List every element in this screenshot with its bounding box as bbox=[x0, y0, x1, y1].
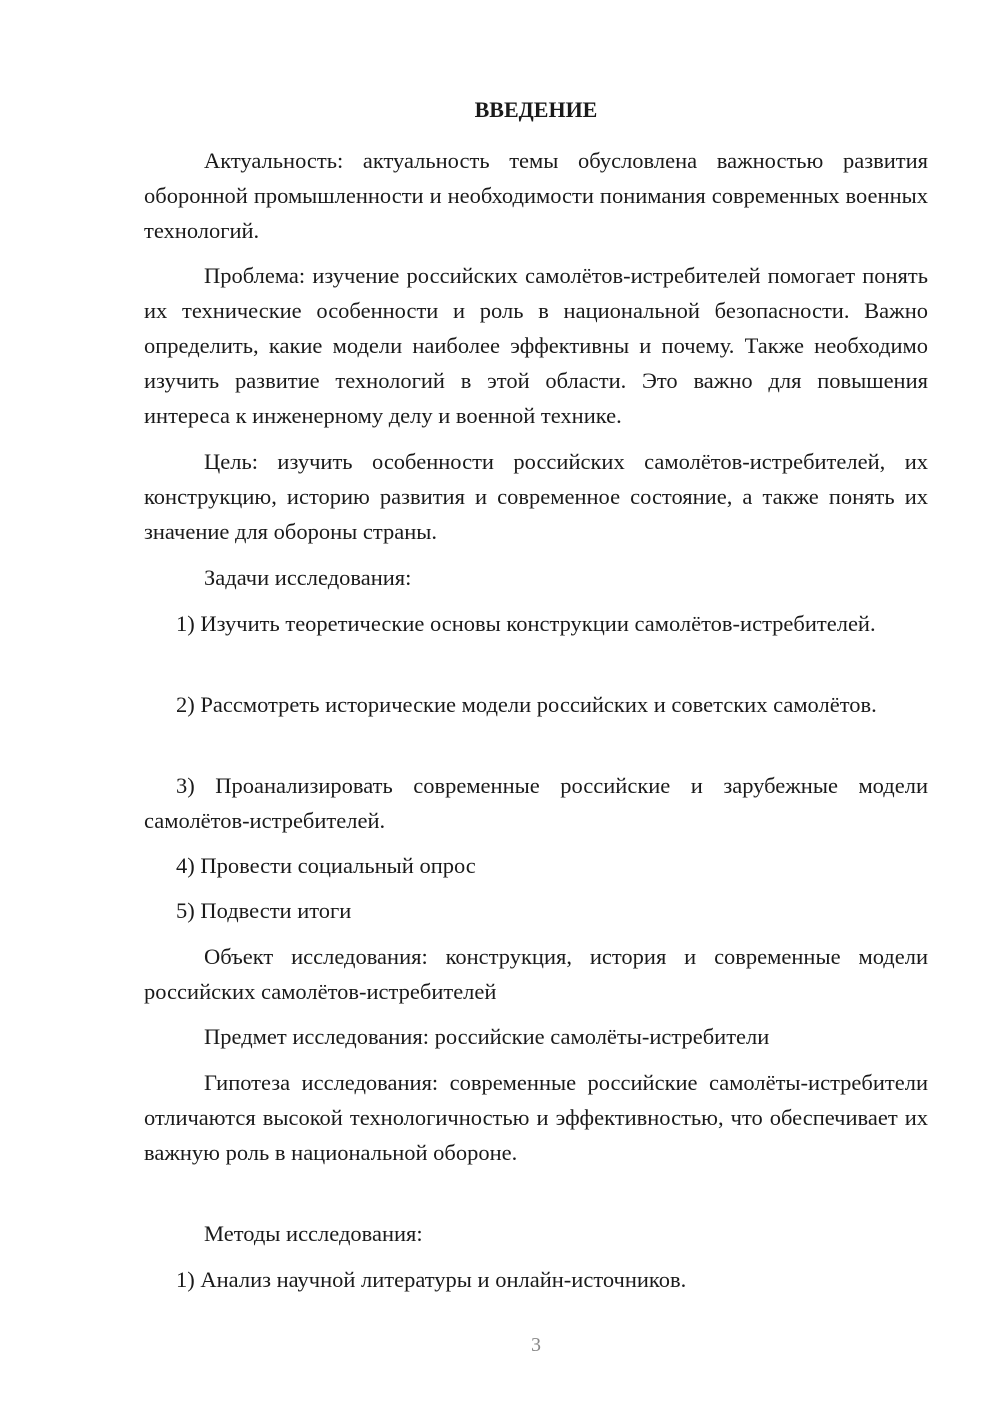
task-item: 4) Провести социальный опрос bbox=[176, 853, 476, 878]
task-item: 5) Подвести итоги bbox=[176, 898, 352, 923]
task-item: 2) Рассмотреть исторические модели российских и советских самолётов. bbox=[176, 692, 877, 717]
section-title: ВВЕДЕНИЕ bbox=[474, 97, 598, 122]
methods-heading: Методы исследования: bbox=[204, 1221, 423, 1246]
hypothesis-paragraph: Гипотеза исследования: современные российские самолёты-истребители отличаются высокой технологичностью и эффективностью, что обеспечивает их важную роль в национальной обороне. bbox=[144, 1070, 928, 1165]
object-paragraph: Объект исследования: конструкция, история и современные модели российских самолётов-истребителей bbox=[144, 944, 928, 1004]
goal-paragraph: Цель: изучить особенности российских самолётов-истребителей, их конструкцию, историю развития и современное состояние, а также понять их значение для обороны страны. bbox=[144, 449, 928, 544]
task-item: 1) Изучить теоретические основы конструкции самолётов-истребителей. bbox=[176, 611, 876, 636]
task-item: 3) Проанализировать современные российские и зарубежные модели самолётов-истребителей. bbox=[144, 773, 928, 833]
problem-paragraph: Проблема: изучение российских самолётов-истребителей помогает понять их технические особенности и роль в национальной безопасности. Важно определить, какие модели наиболее эффективны и почему. Также необходимо изучить развитие технологий в этой области. Это важно для повышения интереса к инженерному делу и военной технике. bbox=[144, 263, 928, 428]
subject-paragraph: Предмет исследования: российские самолёты-истребители bbox=[204, 1024, 770, 1049]
method-item: 1) Анализ научной литературы и онлайн-источников. bbox=[176, 1267, 687, 1292]
relevance-paragraph: Актуальность: актуальность темы обусловлена важностью развития оборонной промышленности и необходимости понимания современных военных технологий. bbox=[144, 148, 928, 243]
page-number: 3 bbox=[531, 1334, 541, 1356]
tasks-heading: Задачи исследования: bbox=[204, 565, 412, 590]
